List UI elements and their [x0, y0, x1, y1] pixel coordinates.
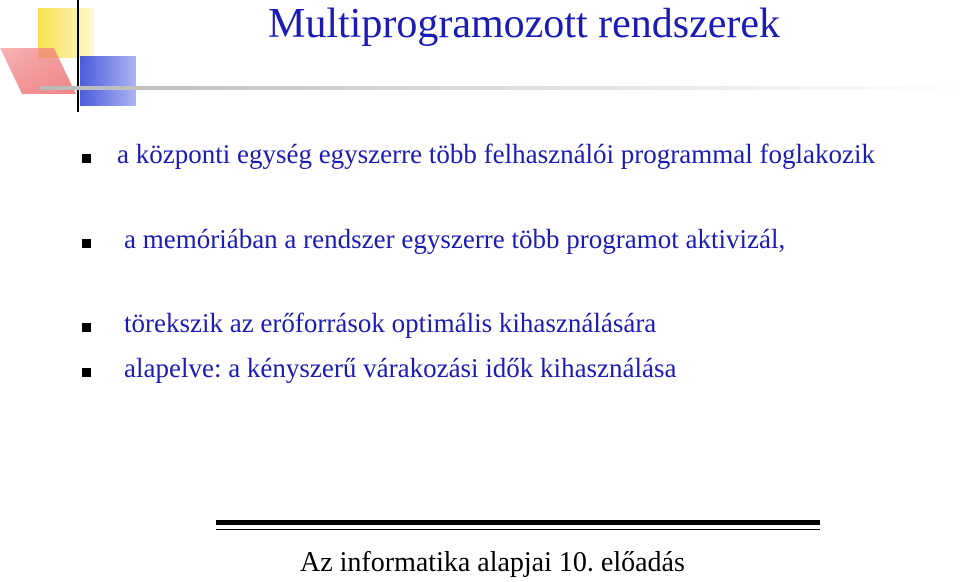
square-bullet-icon — [82, 323, 91, 332]
slide-footer: Az informatika alapjai 10. előadás — [300, 547, 685, 578]
footer-rule-thin — [216, 529, 820, 530]
footer-rule-thick — [216, 520, 820, 525]
square-bullet-icon — [82, 239, 91, 248]
square-bullet-icon — [82, 368, 91, 377]
bullet-text-2: a memóriában a rendszer egyszerre több programot aktivizál, — [124, 224, 786, 254]
bullet-text-4: alapelve: a kényszerű várakozási idők kihasználása — [124, 353, 677, 383]
slide-title: Multiprogramozott rendszerek — [268, 1, 780, 47]
bullet-text-3: törekszik az erőforrások optimális kihasználására — [124, 308, 657, 338]
bullet-text-1: a központi egység egyszerre több felhasználói programmal foglakozik — [117, 139, 875, 169]
square-bullet-icon — [82, 154, 91, 163]
